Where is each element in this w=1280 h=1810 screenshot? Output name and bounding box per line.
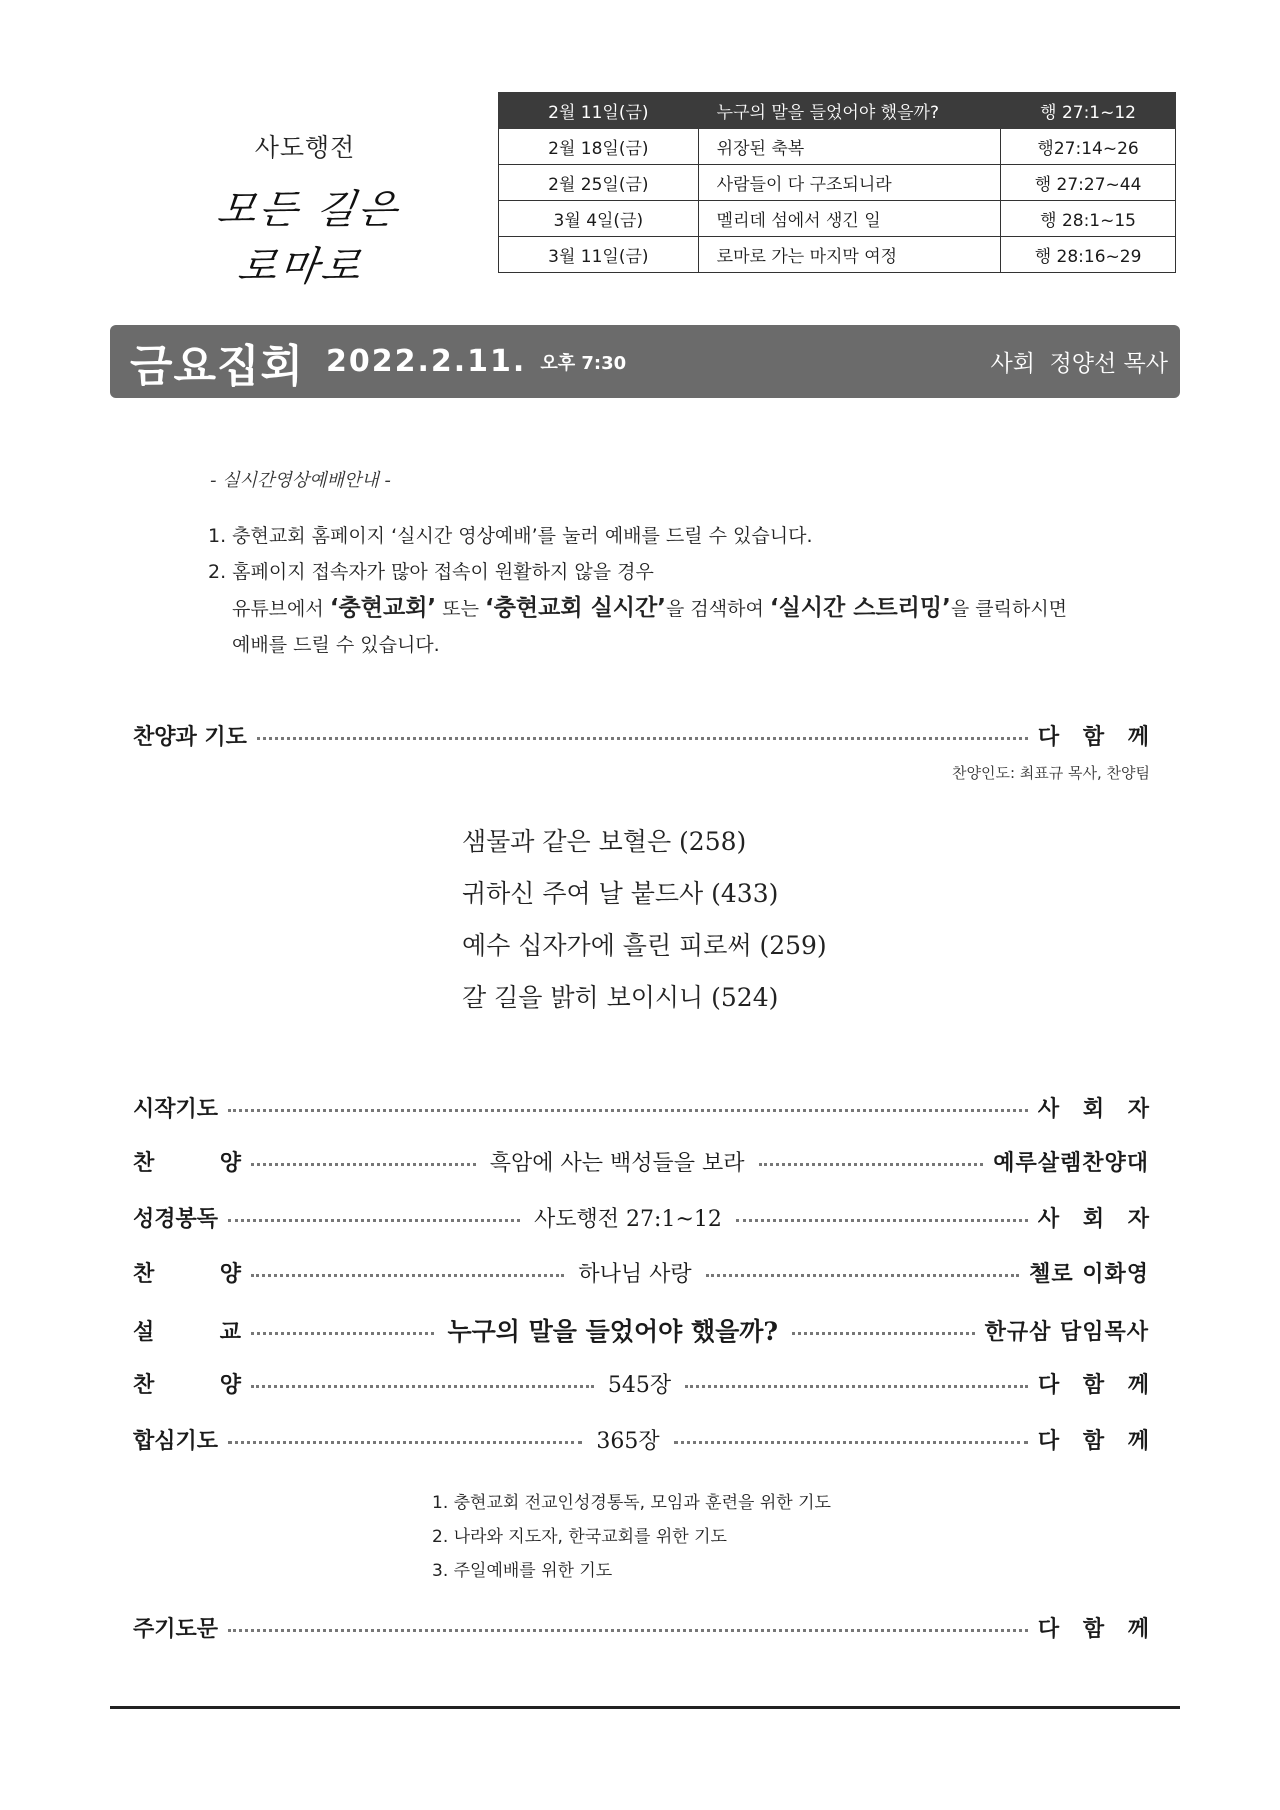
prayer-topic: 2. 나라와 지도자, 한국교회를 위한 기도 xyxy=(432,1527,727,1547)
series-header xyxy=(190,128,420,292)
order-label: 찬 양 xyxy=(133,1150,241,1176)
hymn-list xyxy=(462,816,827,1024)
order-leader: 예루살렘찬양대 xyxy=(993,1150,1149,1176)
dot-leader xyxy=(759,1163,984,1166)
dot-leader xyxy=(251,1163,476,1166)
schedule-date: 3월 11일(금) xyxy=(499,237,699,273)
livestream-notice xyxy=(208,518,1067,663)
table-row xyxy=(499,93,1176,129)
service-title: 금요집회 xyxy=(130,340,305,392)
schedule-title: 멜리데 섬에서 생긴 일 xyxy=(698,201,1000,237)
notice-title: - 실시간영상예배안내 - xyxy=(210,470,391,491)
order-leader: 다 함 께 xyxy=(1037,1428,1157,1454)
order-label: 주기도문 xyxy=(133,1616,219,1642)
service-time: 오후 7:30 xyxy=(540,352,627,374)
sermon-schedule-table xyxy=(498,92,1176,273)
dot-leader xyxy=(792,1332,975,1335)
dot-leader xyxy=(228,1219,520,1222)
schedule-date: 2월 11일(금) xyxy=(499,93,699,129)
schedule-title: 로마로 가는 마지막 여정 xyxy=(698,237,1000,273)
order-title: 365장 xyxy=(596,1429,660,1454)
order-row-united-prayer xyxy=(133,1424,1157,1455)
notice-text: 을 검색하여 xyxy=(665,598,770,620)
order-row-hymn-2 xyxy=(133,1257,1149,1288)
table-row xyxy=(499,201,1176,237)
dot-leader xyxy=(736,1219,1028,1222)
dot-leader xyxy=(228,1441,582,1444)
notice-keyword: ‘충현교회’ xyxy=(329,595,437,621)
series-subtitle: 사도행전 xyxy=(254,133,356,162)
order-leader: 다 함 께 xyxy=(1037,1372,1158,1398)
hymn-item: 샘물과 같은 보혈은 (258) xyxy=(462,827,747,856)
schedule-title: 위장된 축복 xyxy=(698,129,1000,165)
prayer-topic: 1. 충현교회 전교인성경통독, 모임과 훈련을 위한 기도 xyxy=(432,1493,831,1513)
prayer-topics xyxy=(432,1486,831,1588)
schedule-passage: 행 28:1~15 xyxy=(1001,201,1176,237)
praise-leader-note: 찬양인도: 최표규 목사, 찬양팀 xyxy=(951,764,1150,782)
order-leader: 다 함 께 xyxy=(1037,724,1157,750)
schedule-title: 사람들이 다 구조되니라 xyxy=(698,165,1000,201)
schedule-passage: 행 27:1~12 xyxy=(1001,93,1176,129)
order-title: 545장 xyxy=(607,1373,672,1398)
table-row xyxy=(499,237,1176,273)
dot-leader xyxy=(685,1385,1028,1388)
notice-keyword: ‘충현교회 실시간’ xyxy=(484,595,666,621)
dot-leader xyxy=(706,1274,1019,1277)
order-row-praise xyxy=(133,720,1157,751)
prayer-topic: 3. 주일예배를 위한 기도 xyxy=(432,1561,613,1581)
dot-leader xyxy=(257,737,1028,740)
table-row xyxy=(499,129,1176,165)
order-label: 찬 양 xyxy=(133,1372,241,1398)
dot-leader xyxy=(251,1332,434,1335)
notice-line: 1. 충현교회 홈페이지 ‘실시간 영상예배’를 눌러 예배를 드릴 수 있습니다. xyxy=(208,525,813,547)
order-label: 성경봉독 xyxy=(133,1206,219,1232)
series-title: 모든 길은 로마로 xyxy=(214,187,403,290)
notice-text: 유튜브에서 xyxy=(232,598,330,620)
dot-leader xyxy=(251,1274,564,1277)
order-leader: 사 회 자 xyxy=(1037,1096,1157,1122)
order-title: 하나님 사랑 xyxy=(578,1262,692,1287)
dot-leader xyxy=(251,1385,594,1388)
order-row-hymn-3 xyxy=(133,1368,1158,1399)
order-leader: 한규삼 담임목사 xyxy=(984,1318,1149,1345)
hymn-item: 귀하신 주여 날 붙드사 (433) xyxy=(462,879,779,908)
order-label: 시작기도 xyxy=(133,1096,219,1122)
order-row-scripture xyxy=(133,1202,1157,1233)
schedule-title: 누구의 말을 들었어야 했을까? xyxy=(698,93,1000,129)
order-leader: 첼로 이화영 xyxy=(1029,1261,1149,1287)
table-row xyxy=(499,165,1176,201)
order-title: 사도행전 27:1~12 xyxy=(534,1207,722,1232)
order-row-hymn-1 xyxy=(133,1146,1149,1177)
schedule-date: 2월 18일(금) xyxy=(499,129,699,165)
notice-line xyxy=(208,590,1067,627)
order-row-sermon xyxy=(133,1312,1149,1348)
dot-leader xyxy=(228,1109,1028,1112)
order-label: 설 교 xyxy=(133,1318,241,1345)
order-leader: 다 함 께 xyxy=(1037,1616,1157,1642)
notice-keyword: ‘실시간 스트리밍’ xyxy=(769,595,951,621)
schedule-passage: 행27:14~26 xyxy=(1001,129,1176,165)
bottom-divider xyxy=(110,1706,1180,1709)
schedule-passage: 행 28:16~29 xyxy=(1001,237,1176,273)
service-date: 2022.2.11. xyxy=(326,344,527,379)
order-row-opening-prayer xyxy=(133,1092,1157,1123)
notice-line: 예배를 드릴 수 있습니다. xyxy=(232,634,440,656)
order-title: 흑암에 사는 백성들을 보라 xyxy=(489,1151,745,1176)
order-leader: 사 회 자 xyxy=(1037,1206,1157,1232)
notice-text: 또는 xyxy=(436,598,485,620)
schedule-date: 2월 25일(금) xyxy=(499,165,699,201)
service-banner xyxy=(110,325,1180,398)
order-row-lords-prayer xyxy=(133,1612,1157,1643)
notice-text: 을 클릭하시면 xyxy=(950,598,1068,620)
service-presider: 사회 정양선 목사 xyxy=(990,351,1168,377)
schedule-date: 3월 4일(금) xyxy=(499,201,699,237)
order-label: 찬양과 기도 xyxy=(133,724,247,750)
dot-leader xyxy=(228,1629,1028,1632)
schedule-passage: 행 27:27~44 xyxy=(1001,165,1176,201)
notice-line: 2. 홈페이지 접속자가 많아 접속이 원활하지 않을 경우 xyxy=(208,561,654,583)
dot-leader xyxy=(674,1441,1028,1444)
hymn-item: 갈 길을 밝히 보이시니 (524) xyxy=(462,983,779,1012)
sermon-title: 누구의 말을 들었어야 했을까? xyxy=(447,1317,779,1346)
hymn-item: 예수 십자가에 흘린 피로써 (259) xyxy=(462,931,827,960)
order-label: 합심기도 xyxy=(133,1428,219,1454)
order-label: 찬 양 xyxy=(133,1261,241,1287)
